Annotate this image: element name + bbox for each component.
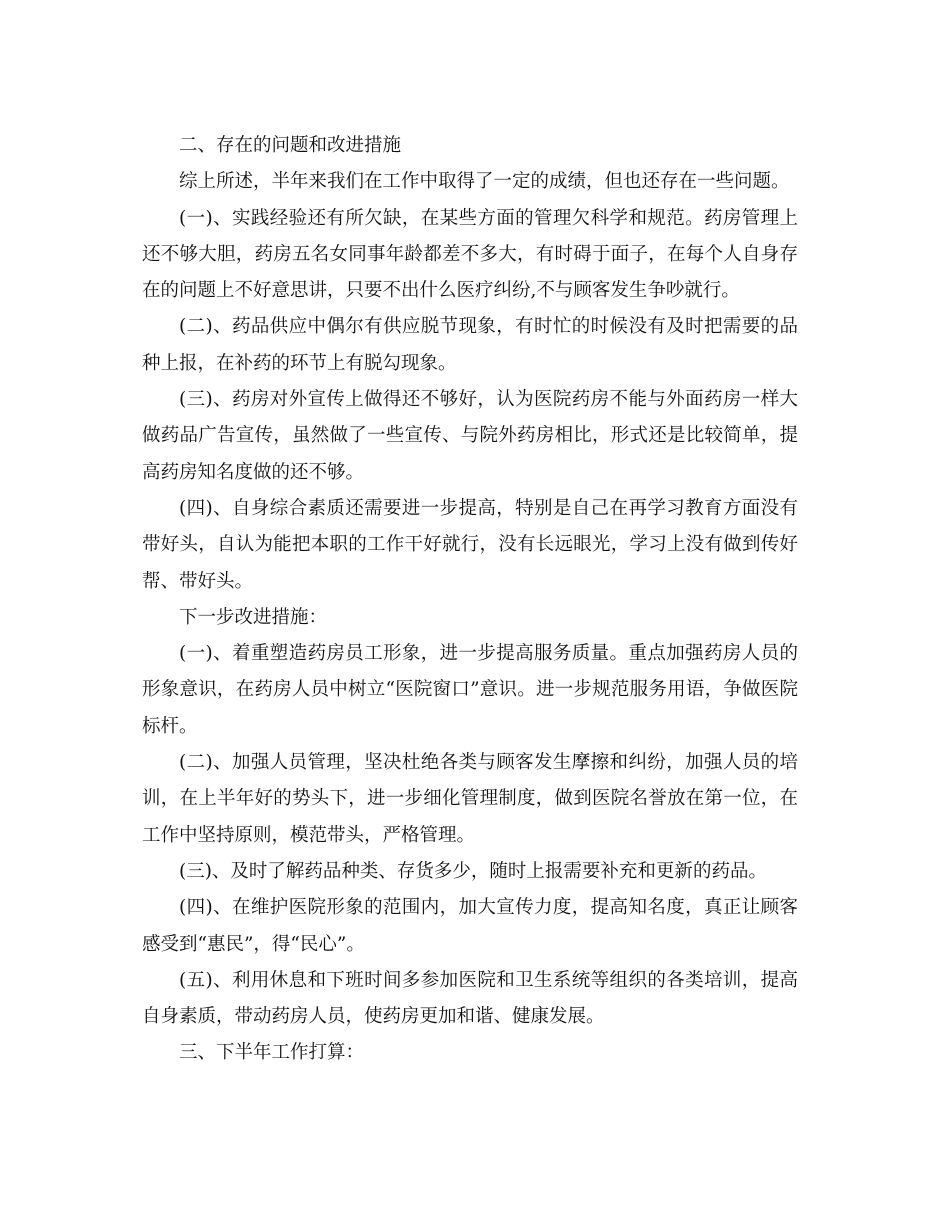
section-heading-plan: 三、下半年工作打算： <box>179 1042 365 1064</box>
paragraph-measure-2: (二)、加强人员管理，坚决杜绝各类与顾客发生摩擦和纠纷，加强人员的培训，在上半年好的势头下，进一步细化管理制度，做到医院名誉放在第一位，在工作中坚持原则，模范带头，严格管理。 <box>142 752 798 846</box>
paragraph-problem-3: (三)、药房对外宣传上做得还不够好，认为医院药房不能与外面药房一样大做药品广告宣传，虽然做了一些宣传、与院外药房相比，形式还是比较简单，提高药房知名度做的还不够。 <box>142 389 798 483</box>
section-heading-problems: 二、存在的问题和改进措施 <box>179 135 402 156</box>
paragraph-measure-3: (三)、及时了解药品种类、存货多少，随时上报需要补充和更新的药品。 <box>179 860 767 882</box>
paragraph-problem-2: (二)、药品供应中偶尔有供应脱节现象，有时忙的时候没有及时把需要的品种上报，在补药的环节上有脱勾现象。 <box>142 316 798 374</box>
paragraph-problem-4: (四)、自身综合素质还需要进一步提高，特别是自己在再学习教育方面没有带好头，自认为能把本职的工作干好就行，没有长远眼光，学习上没有做到传好帮、带好头。 <box>142 497 798 592</box>
paragraph-measure-5: (五)、利用休息和下班时间多参加医院和卫生系统等组织的各类培训，提高自身素质，带动药房人员，使药房更加和谐、健康发展。 <box>142 969 798 1028</box>
paragraph-problem-1: (一)、实践经验还有所欠缺，在某些方面的管理欠科学和规范。药房管理上还不够大胆，药房五名女同事年龄都差不多大，有时碍于面子，在每个人自身存在的问题上不好意思讲，只要不出什么医疗纠纷,不与顾客发生争吵就行。 <box>142 207 798 302</box>
paragraph-measure-1: (一)、着重塑造药房员工形象，进一步提高服务质量。重点加强药房人员的形象意识，在药房人员中树立“医院窗口”意识。进一步规范服务用语，争做医院标杆。 <box>142 643 798 737</box>
document-body <box>142 128 798 1072</box>
paragraph-measure-4: (四)、在维护医院形象的范围内，加大宣传力度，提高知名度，真正让顾客感受到“惠民”，得“民心”。 <box>142 897 798 955</box>
subheading-next-steps: 下一步改进措施： <box>179 606 328 628</box>
paragraph-summary: 综上所述，半年来我们在工作中取得了一定的成绩，但也还存在一些问题。 <box>179 171 790 193</box>
